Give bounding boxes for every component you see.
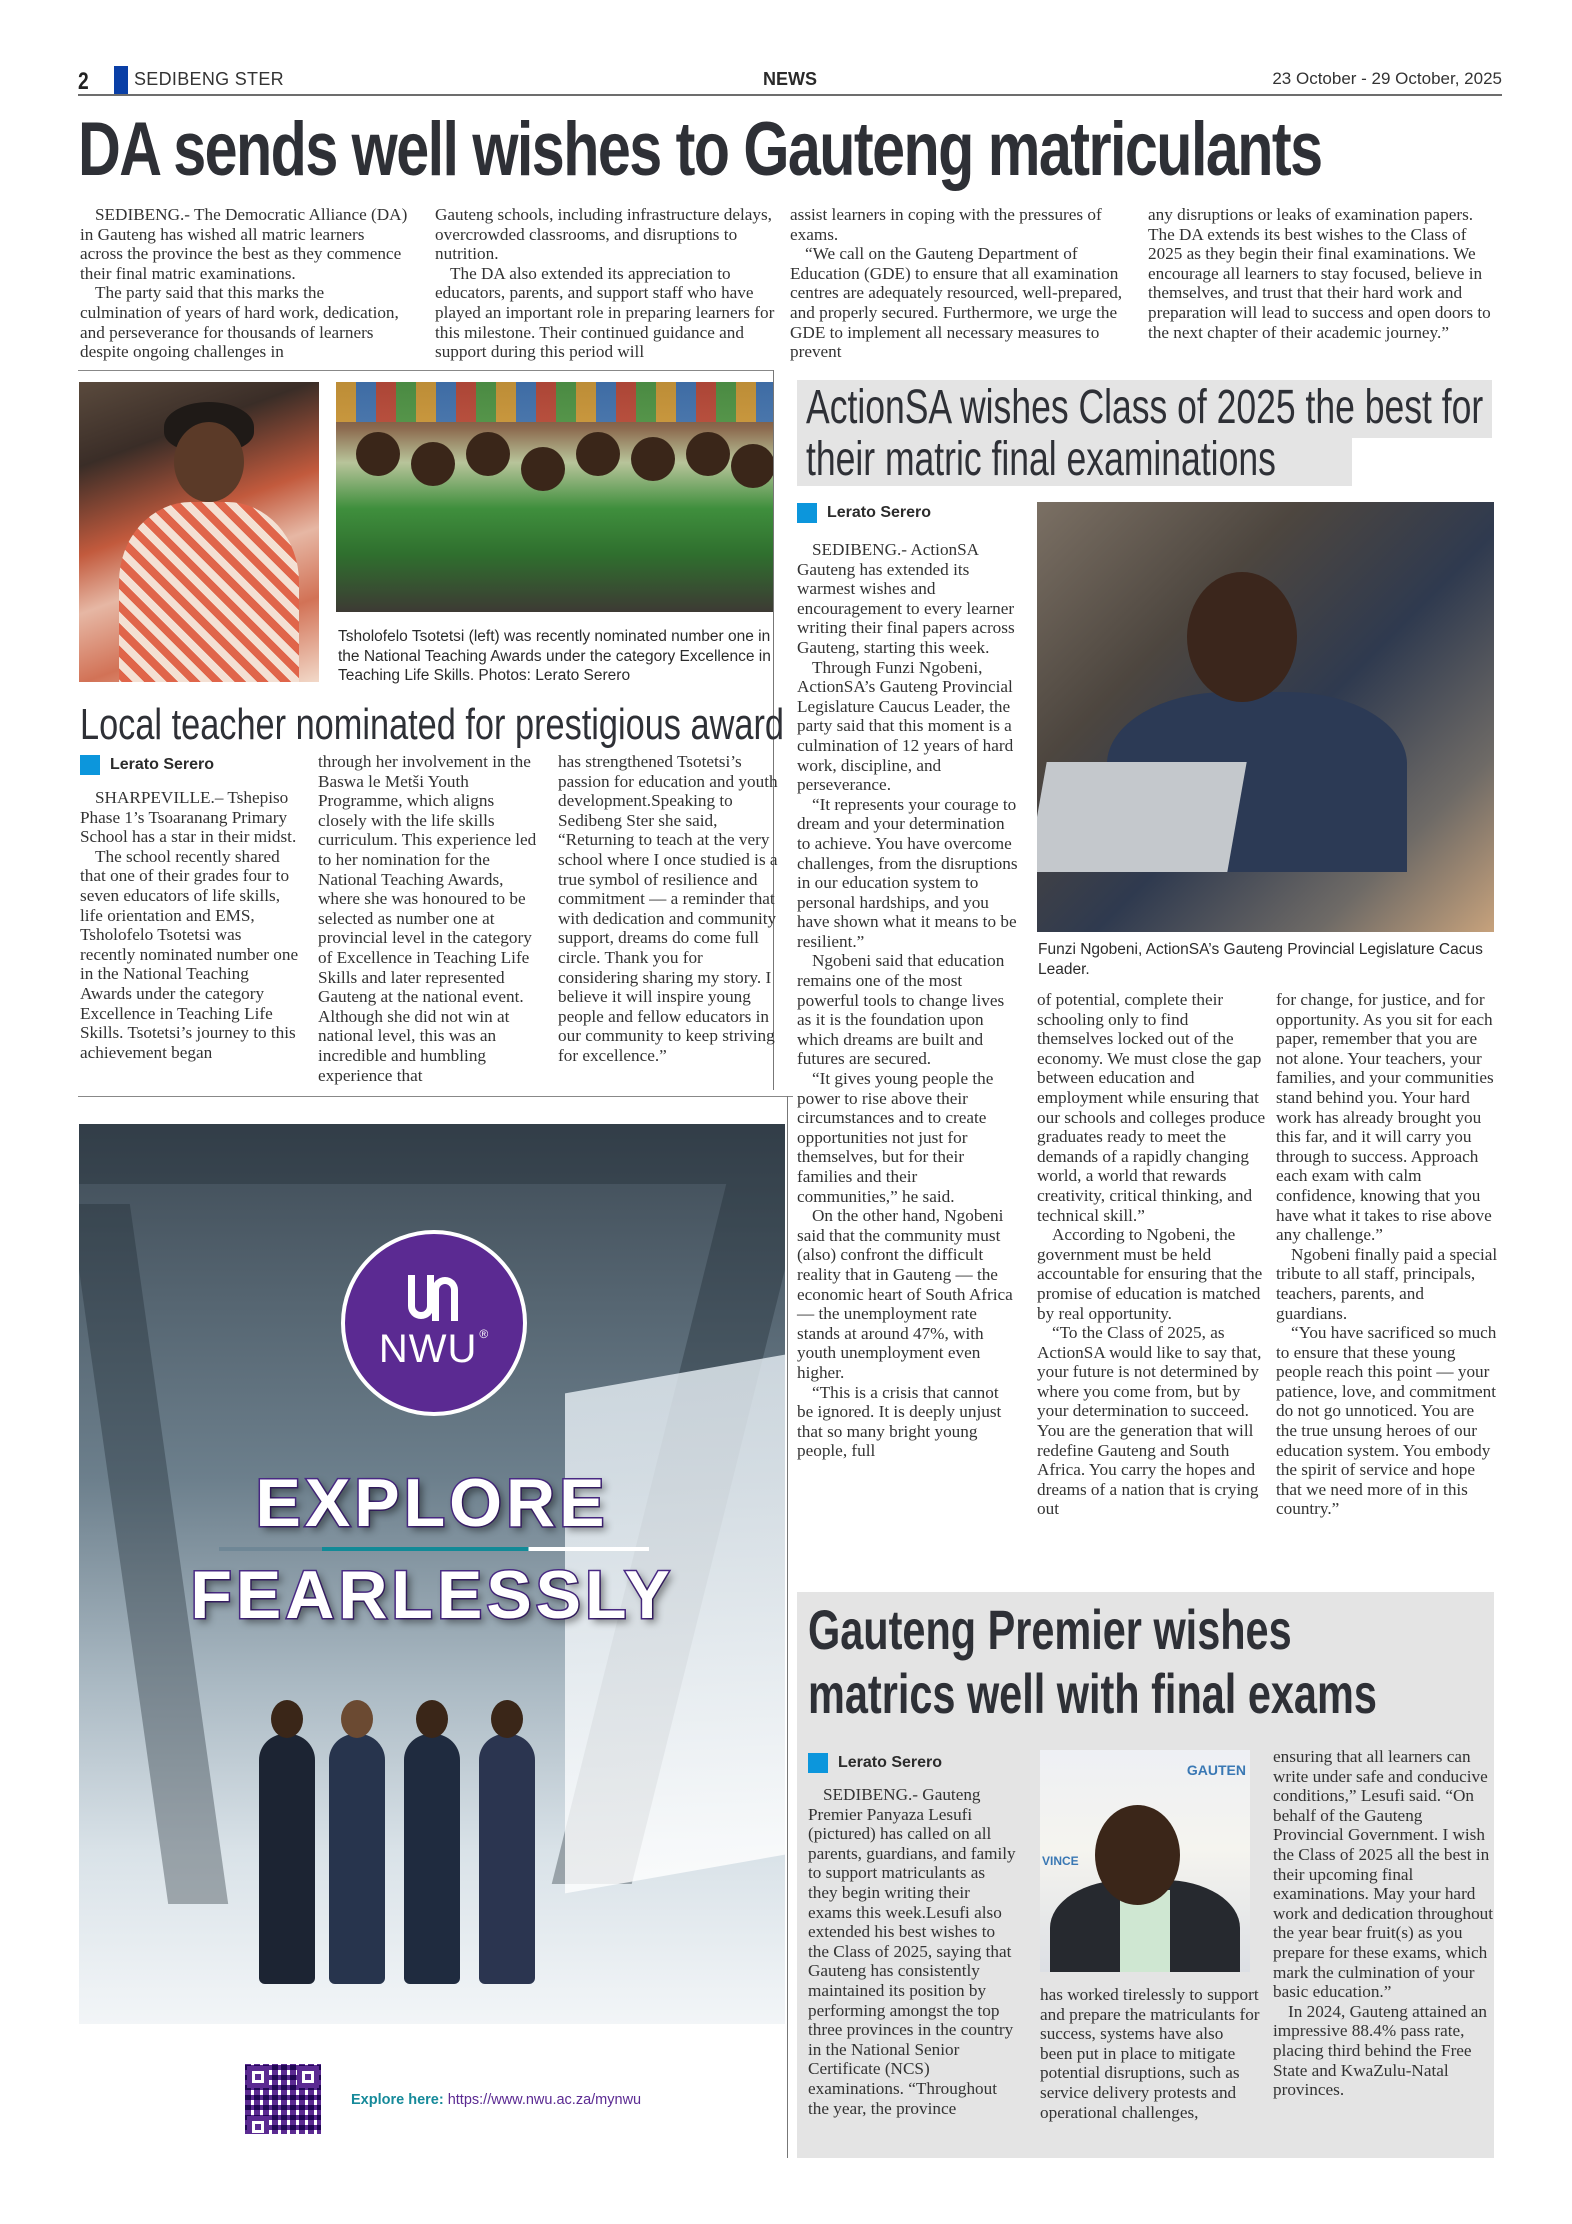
premier-column-2	[1040, 1985, 1260, 2122]
student-figure	[404, 1734, 460, 1984]
byline-premier	[808, 1753, 942, 1773]
paragraph: “It represents your courage to dream and your determination to achieve. You have overcome challenges, from the disruptions in our education system to personal hardships, and you have shown what it means to be resilient.”	[797, 794, 1018, 951]
paragraph: SHARPEVILLE.– Tshepiso Phase 1’s Tsoaranang Primary School has a star in their midst.	[80, 788, 297, 847]
paragraph: ensuring that all learners can write under safe and conducive conditions,” Lesufi said. “On behalf of the Gauteng Provincial Government. I wish the Class of 2025 all the best in their upcoming final examinations. May your hard work and dedication throughout the year bear fruit(s) as you prepare for these exams, which mark the culmination of your basic education.”	[1273, 1747, 1494, 2002]
headline-line: their matric final examinations	[806, 433, 1276, 486]
da-column-1	[80, 205, 410, 362]
paragraph: “You have sacrificed so much to ensure that these young people reach this point — your patience, love, and commitment do not go unnoticed. You are the true unsung heroes of our education system. You embody the spirit of service and hope that we need more of in this country.”	[1276, 1323, 1497, 1519]
photo-caption-teacher: Tsholofelo Tsotetsi (left) was recently nominated number one in the National Teaching Awards under the category Excellence in Teaching Life Skills. Photos: Lerato Serero	[338, 628, 771, 684]
paragraph: any disruptions or leaks of examination papers. The DA extends its best wishes to the Class of 2025 as they begin their final examinations. We encourage all learners to stay focused, believe in themselves, and trust that their hard work and preparation will lead to success and open doors to the next chapter of their academic journey.”	[1148, 205, 1491, 342]
byline-actionsa	[797, 503, 931, 523]
byline-teacher	[80, 755, 214, 775]
headline-teacher: Local teacher nominated for prestigious award	[80, 700, 784, 749]
headline-line: ActionSA wishes Class of 2025 the best for	[806, 381, 1484, 434]
student-figure	[479, 1734, 535, 1984]
explore-url[interactable]: https://www.nwu.ac.za/mynwu	[447, 2092, 642, 2108]
actionsa-column-1	[797, 540, 1019, 1461]
paragraph: has worked tirelessly to support and prepare the matriculants for success, systems have also been put in place to mitigate potential disruptions, such as service delivery protests and operational challenges,	[1040, 1985, 1260, 2122]
paragraph: has strengthened Tsotetsi’s passion for education and youth development.Speaking to Sedibeng Ster she said, “Returning to teach at the very school where I once studied is a true symbol of resilience and commitment — a reminder that with dedication and community support, dreams do come full circle. Thank you for considering sharing my story. I believe it will inspire young people and fellow educators in our community to keep striving for excellence.”	[558, 752, 778, 1065]
paragraph: Ngobeni finally paid a special tribute to all staff, principals, teachers, parents, and guardians.	[1276, 1244, 1498, 1323]
advertisement-nwu[interactable]	[79, 1124, 785, 2134]
paragraph: SEDIBENG.- The Democratic Alliance (DA) in Gauteng has wished all matric learners across the province the best as they commence their final matric examinations.	[80, 205, 408, 283]
paragraph: “To the Class of 2025, as ActionSA would like to say that, your future is not determined by where you come from, but by your determination to succeed. You are the generation that will redefine Gauteng and South Africa. You carry the hopes and dreams of a nation that is crying out	[1037, 1323, 1262, 1519]
author-name: Lerato Serero	[110, 756, 215, 773]
premier-column-1	[808, 1785, 1018, 2118]
da-column-2	[435, 205, 775, 362]
registered-mark: ®	[479, 1326, 490, 1341]
ad-footer	[79, 2024, 785, 2134]
headline-line: Gauteng Premier wishes	[808, 1598, 1292, 1661]
section-label: NEWS	[763, 69, 817, 89]
author-name: Lerato Serero	[838, 1754, 943, 1771]
byline-marker-icon	[80, 755, 100, 775]
ad-headline-line1: EXPLORE	[255, 1465, 609, 1541]
byline-marker-icon	[808, 1753, 828, 1773]
photo-caption-ngobeni: Funzi Ngobeni, ActionSA’s Gauteng Provincial Legislature Cacus Leader.	[1038, 941, 1483, 978]
paragraph: SEDIBENG.- Gauteng Premier Panyaza Lesufi (pictured) has called on all parents, guardians, and family to support matriculants as they begin writing their exams this week.Lesufi also extended his best wishes to the Class of 2025, saying that Gauteng has consistently maintained its position by performing amongst the top three provinces in the country in the National Senior Certificate (NCS) examinations. “Throughout the year, the province	[808, 1785, 1016, 2118]
paragraph: “It gives young people the power to rise above their circumstances and to create opportunities not just for themselves, but for their families and their communities,” he said.	[797, 1069, 994, 1206]
paragraph: Ngobeni said that education remains one of the most powerful tools to change lives as it is the foundation upon which dreams are built and futures are secured.	[797, 951, 1005, 1069]
paragraph: for change, for justice, and for opportunity. As you sit for each paper, remember that you are not alone. Your teachers, your families, and your communities stand behind you. Your hard work has already brought you this far, and it will carry you through to success. Approach each exam with calm confidence, knowing that you have what it takes to rise above any challenge.”	[1276, 990, 1494, 1245]
column-rule	[787, 1096, 788, 2158]
headline-da: DA sends well wishes to Gauteng matriculants	[78, 107, 1322, 192]
paragraph: of potential, complete their schooling only to find themselves locked out of the economy. We must close the gap between education and employment while ensuring that our schools and colleges produce graduates ready to meet the demands of a rapidly changing world, a world that rewards creativity, critical thinking, and technical skill.”	[1037, 990, 1266, 1225]
issue-date: 23 October - 29 October, 2025	[1272, 69, 1502, 88]
teacher-column-3	[558, 752, 780, 1066]
author-name: Lerato Serero	[827, 504, 932, 521]
nwu-logo	[341, 1230, 527, 1416]
ad-link[interactable]	[351, 2092, 641, 2108]
da-column-4	[1148, 205, 1498, 342]
ad-headline-line2: FEARLESSLY	[190, 1557, 674, 1633]
paragraph: The party said that this marks the culmination of years of hard work, dedication, and perseverance for thousands of learners despite ongoing challenges in	[80, 283, 399, 362]
explore-label: Explore here:	[351, 2092, 444, 2108]
paragraph: assist learners in coping with the pressures of exams.	[790, 205, 1102, 244]
da-column-3	[790, 205, 1135, 362]
nwu-mark-icon	[404, 1275, 464, 1319]
photo-backdrop-text: VINCE	[1042, 1854, 1079, 1868]
paragraph: SEDIBENG.- ActionSA Gauteng has extended its warmest wishes and encouragement to every learner writing their final papers across Gauteng, starting this week.	[797, 540, 1015, 657]
photo-backdrop-text: GAUTEN	[1186, 1762, 1246, 1778]
actionsa-column-3	[1276, 990, 1498, 1519]
headline-actionsa	[806, 382, 1483, 486]
paragraph: “We call on the Gauteng Department of Education (GDE) to ensure that all examination centres are adequately resourced, well-prepared, and properly secured. Furthermore, we urge the GDE to implement all necessary measures to prevent	[790, 244, 1123, 362]
byline-marker-icon	[797, 503, 817, 523]
paragraph: On the other hand, Ngobeni said that the community must (also) confront the difficult reality that in Gauteng — the economic heart of South Africa — the unemployment rate stands at around 47%, with youth unemployment even higher.	[797, 1206, 1013, 1382]
publication-name: SEDIBENG STER	[134, 69, 284, 89]
paragraph: Through Funzi Ngobeni, ActionSA’s Gauteng Provincial Legislature Caucus Leader, the party said that this moment is a culmination of 12 years of hard work, discipline, and perseverance.	[797, 657, 1014, 795]
paragraph: “This is a crisis that cannot be ignored. It is deeply unjust that so many bright young people, full	[797, 1382, 1002, 1461]
nwu-logo-text: NWU	[378, 1326, 478, 1371]
photo-teacher-group	[336, 382, 773, 612]
paragraph: The DA also extended its appreciation to educators, parents, and support staff who have played an important role in preparing learners for this milestone. Their continued guidance and support during this period will	[435, 263, 775, 362]
photo-lesufi	[1040, 1750, 1250, 1972]
paragraph: Gauteng schools, including infrastructure delays, overcrowded classrooms, and disruptions to nutrition.	[435, 205, 772, 264]
student-figure	[259, 1734, 315, 1984]
teacher-column-2	[318, 752, 540, 1085]
paragraph: According to Ngobeni, the government must be held accountable for ensuring that the promise of education is matched by real opportunity.	[1037, 1225, 1263, 1323]
divider	[78, 370, 773, 371]
page-number: 2	[78, 68, 88, 95]
divider	[78, 1096, 793, 1097]
photo-teacher-portrait	[79, 382, 319, 682]
actionsa-column-2	[1037, 990, 1267, 1519]
premier-column-3	[1273, 1747, 1495, 2100]
paragraph: The school recently shared that one of their grades four to seven educators of life skills, life orientation and EMS, Tsholofelo Tsotetsi was recently nominated number one in the National Teaching Awards under the category Excellence in Teaching Life Skills. Tsotetsi’s journey to this achievement began	[80, 846, 299, 1062]
ad-accent-line	[219, 1547, 649, 1551]
headline-line: matrics well with final exams	[808, 1662, 1377, 1725]
teacher-column-1	[80, 788, 300, 1062]
qr-code-icon[interactable]	[242, 2061, 324, 2134]
headline-premier	[808, 1598, 1377, 1726]
paragraph: In 2024, Gauteng attained an impressive 88.4% pass rate, placing third behind the Free State and KwaZulu-Natal provinces.	[1273, 2001, 1488, 2100]
paragraph: through her involvement in the Baswa le Metši Youth Programme, which aligns closely with the life skills curriculum. This experience led to her nomination for the National Teaching Awards, where she was honoured to be selected as number one at provincial level in the category of Excellence in Teaching Life Skills and later represented Gauteng at the national event. Although she did not win at national level, this was an incredible and humbling experience that	[318, 752, 537, 1085]
photo-ngobeni	[1037, 502, 1494, 932]
student-figure	[329, 1734, 385, 1984]
masthead	[78, 66, 1502, 96]
